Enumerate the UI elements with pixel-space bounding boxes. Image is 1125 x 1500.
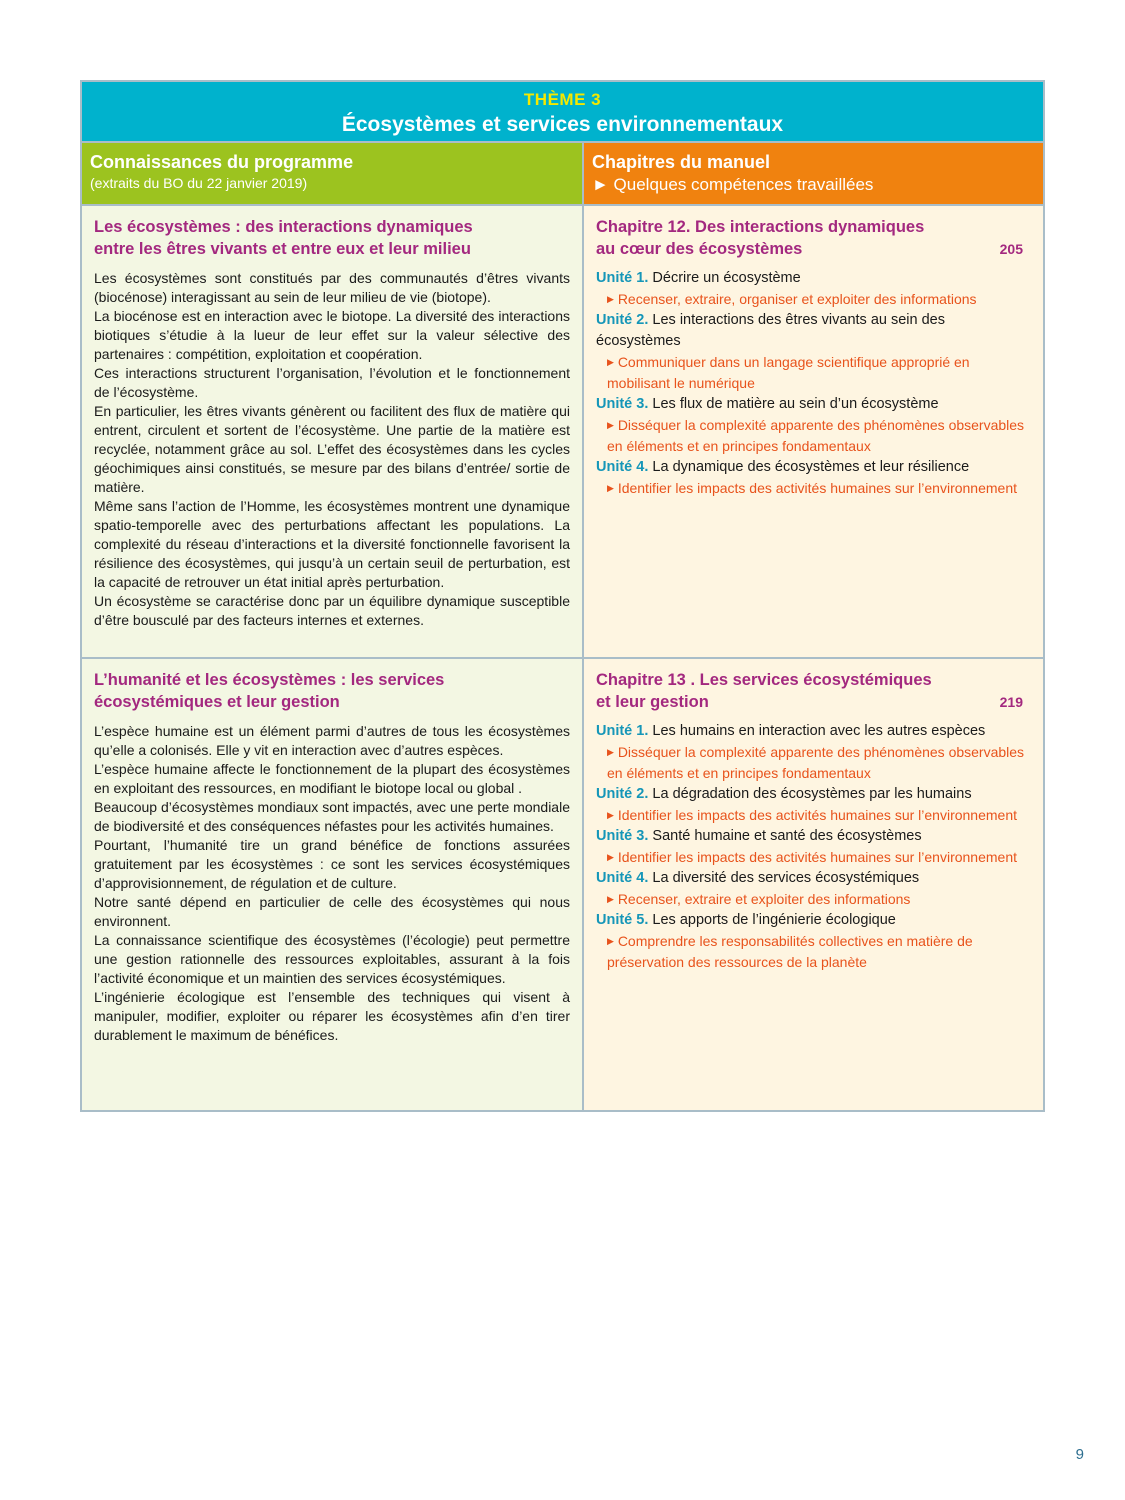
header-chapters-subtitle: ► Quelques compétences travaillées bbox=[592, 175, 874, 194]
skill-text: Disséquer la complexité apparente des phénomènes observables en éléments et en principes fondamentaux bbox=[607, 744, 1025, 781]
paragraph: Ces interactions structurent l’organisation, l’évolution et le fonctionnement de l’écosystème. bbox=[94, 365, 570, 400]
paragraph: En particulier, les êtres vivants génèrent ou facilitent des flux de matière qui entrent, circulent et sortent de l’écosystème. Une partie de la matière est recyclée, notamment grâce au sol. L’effet des écosystèmes dans les cycles géochimiques ainsi constitués, se mesure par des bilans d’entrée/ sortie de matière. bbox=[94, 403, 570, 495]
chapter-page-number: 219 bbox=[999, 694, 1023, 710]
chapter-page-number: 205 bbox=[999, 241, 1023, 257]
header-chapters-title: Chapitres du manuel bbox=[592, 152, 771, 172]
theme-label: THÈME 3 bbox=[523, 90, 602, 109]
triangle-bullet-icon: ▶ bbox=[607, 483, 614, 493]
paragraph: Pourtant, l’humanité tire un grand bénéfice de fonctions assurées gratuitement par les écosystèmes : ce sont les services écosystémiques d’approvisionnement, de régulation et de culture. bbox=[94, 837, 570, 891]
skill-text: Communiquer dans un langage scientifique approprié en mobilisant le numérique bbox=[607, 354, 970, 391]
unit-label: Unité 1. bbox=[596, 723, 649, 739]
chapter-title bbox=[596, 216, 1031, 260]
unit-label: Unité 4. bbox=[596, 459, 649, 475]
unit-text: Les flux de matière au sein d’un écosystème bbox=[652, 396, 939, 412]
section-title bbox=[94, 669, 570, 713]
unit-text: La diversité des services écosystémiques bbox=[652, 870, 920, 886]
unit-item bbox=[596, 868, 1031, 889]
column-headers bbox=[82, 143, 1043, 206]
chapter-title bbox=[596, 669, 1031, 713]
paragraph: La connaissance scientifique des écosystèmes (l’écologie) peut permettre une gestion rationnelle des ressources exploitables, assurant à la fois l’activité économique et un maintien des services écosystémiques. bbox=[94, 932, 570, 986]
paragraph: L’espèce humaine affecte le fonctionnement de la plupart des écosystèmes en exploitant des ressources, en modifiant le biotope local ou global . bbox=[94, 761, 570, 796]
paragraph: Un écosystème se caractérise donc par un équilibre dynamique susceptible d’être bousculé par des facteurs internes et externes. bbox=[94, 593, 570, 628]
unit-text: Les humains en interaction avec les autres espèces bbox=[652, 723, 986, 739]
skill-item bbox=[596, 805, 1031, 826]
triangle-bullet-icon: ▶ bbox=[607, 852, 614, 862]
section-title-line: L’humanité et les écosystèmes : les services bbox=[94, 671, 445, 689]
unit-text: La dégradation des écosystèmes par les humains bbox=[652, 786, 972, 802]
chapter-title-line: au cœur des écosystèmes bbox=[596, 240, 803, 258]
triangle-bullet-icon: ▶ bbox=[607, 747, 614, 757]
table-row bbox=[82, 206, 1043, 659]
skill-text: Disséquer la complexité apparente des phénomènes observables en éléments et en principes fondamentaux bbox=[607, 417, 1025, 454]
paragraph: Notre santé dépend en particulier de celle des écosystèmes qui nous environnent. bbox=[94, 894, 570, 929]
paragraph: Même sans l’action de l’Homme, les écosystèmes montrent une dynamique spatio-temporelle avec des perturbations affectant les populations. La complexité du réseau d’interactions et la diversité fonctionnelle favorisent la résilience des écosystèmes, qui jusqu’à un certain seuil de perturbation, est la capacité de retrouver un état initial après perturbation. bbox=[94, 498, 570, 590]
unit-text: Les apports de l’ingénierie écologique bbox=[652, 912, 896, 928]
section-title bbox=[94, 216, 570, 260]
unit-item bbox=[596, 910, 1031, 931]
paragraph: Beaucoup d’écosystèmes mondiaux sont impactés, avec une perte mondiale de biodiversité et des conséquences néfastes pour les activités humaines. bbox=[94, 799, 570, 834]
unit-label: Unité 5. bbox=[596, 912, 649, 928]
unit-item bbox=[596, 826, 1031, 847]
unit-text: Les interactions des êtres vivants au sein des écosystèmes bbox=[596, 312, 945, 349]
skill-item bbox=[596, 889, 1031, 910]
unit-label: Unité 4. bbox=[596, 870, 649, 886]
skill-text: Comprendre les responsabilités collectives en matière de préservation des ressources de la planète bbox=[607, 933, 973, 970]
paragraph: L’ingénierie écologique est l’ensemble des techniques qui visent à manipuler, modifier, exploiter ou réparer les écosystèmes afin d’en tirer durablement le maximum de bénéfices. bbox=[94, 989, 570, 1043]
chapter-cell bbox=[584, 659, 1043, 1110]
chapter-title-line: et leur gestion bbox=[596, 693, 709, 711]
page-number: 9 bbox=[1075, 1446, 1084, 1463]
skill-item bbox=[596, 352, 1031, 394]
section-title-line: entre les êtres vivants et entre eux et leur milieu bbox=[94, 240, 471, 258]
unit-label: Unité 1. bbox=[596, 270, 649, 286]
triangle-bullet-icon: ▶ bbox=[607, 357, 614, 367]
chapter-cell bbox=[584, 206, 1043, 657]
skill-text: Identifier les impacts des activités humaines sur l’environnement bbox=[617, 480, 1017, 496]
unit-item bbox=[596, 394, 1031, 415]
unit-item bbox=[596, 310, 1031, 352]
unit-label: Unité 3. bbox=[596, 396, 649, 412]
unit-label: Unité 3. bbox=[596, 828, 649, 844]
skill-text: Recenser, extraire et exploiter des informations bbox=[617, 891, 911, 907]
triangle-bullet-icon: ▶ bbox=[607, 810, 614, 820]
unit-item bbox=[596, 268, 1031, 289]
unit-text: Décrire un écosystème bbox=[652, 270, 801, 286]
skill-item bbox=[596, 847, 1031, 868]
unit-label: Unité 2. bbox=[596, 312, 649, 328]
skill-item bbox=[596, 742, 1031, 784]
skill-item bbox=[596, 478, 1031, 499]
paragraph: La biocénose est en interaction avec le biotope. La diversité des interactions biotiques s’étudie à la lueur de leur effet sur la valeur sélective des partenaires : compétition, exploitation et coopération. bbox=[94, 308, 570, 362]
program-table bbox=[80, 80, 1045, 1112]
skill-item bbox=[596, 415, 1031, 457]
header-knowledge bbox=[82, 143, 584, 204]
paragraph: L’espèce humaine est un élément parmi d’autres de tous les écosystèmes qu’elle a colonisés. Elle y vit en interaction avec d’autres espèces. bbox=[94, 723, 570, 758]
triangle-bullet-icon: ▶ bbox=[607, 420, 614, 430]
skill-text: Identifier les impacts des activités humaines sur l’environnement bbox=[617, 807, 1017, 823]
triangle-bullet-icon: ▶ bbox=[607, 894, 614, 904]
table-row bbox=[82, 659, 1043, 1110]
unit-label: Unité 2. bbox=[596, 786, 649, 802]
skill-item bbox=[596, 289, 1031, 310]
header-knowledge-title: Connaissances du programme bbox=[90, 152, 354, 172]
triangle-bullet-icon: ▶ bbox=[607, 294, 614, 304]
theme-header bbox=[82, 82, 1043, 143]
skill-text: Identifier les impacts des activités humaines sur l’environnement bbox=[617, 849, 1017, 865]
unit-text: Santé humaine et santé des écosystèmes bbox=[652, 828, 922, 844]
skill-item bbox=[596, 931, 1031, 973]
knowledge-cell bbox=[82, 206, 584, 657]
paragraph: Les écosystèmes sont constitués par des communautés d’êtres vivants (biocénose) interagissant au sein de leur milieu de vie (biotope). bbox=[94, 270, 570, 305]
unit-item bbox=[596, 721, 1031, 742]
skill-text: Recenser, extraire, organiser et exploiter des informations bbox=[617, 291, 977, 307]
unit-item bbox=[596, 784, 1031, 805]
header-knowledge-subtitle: (extraits du BO du 22 janvier 2019) bbox=[90, 175, 308, 191]
theme-title: Écosystèmes et services environnementaux bbox=[341, 113, 784, 136]
unit-text: La dynamique des écosystèmes et leur résilience bbox=[652, 459, 970, 475]
triangle-bullet-icon: ▶ bbox=[607, 936, 614, 946]
section-title-line: écosystémiques et leur gestion bbox=[94, 693, 340, 711]
unit-item bbox=[596, 457, 1031, 478]
chapter-title-line: Chapitre 12. Des interactions dynamiques bbox=[596, 218, 925, 236]
knowledge-cell bbox=[82, 659, 584, 1110]
chapter-title-line: Chapitre 13 . Les services écosystémiques bbox=[596, 671, 932, 689]
header-chapters bbox=[584, 143, 1043, 204]
section-title-line: Les écosystèmes : des interactions dynamiques bbox=[94, 218, 473, 236]
